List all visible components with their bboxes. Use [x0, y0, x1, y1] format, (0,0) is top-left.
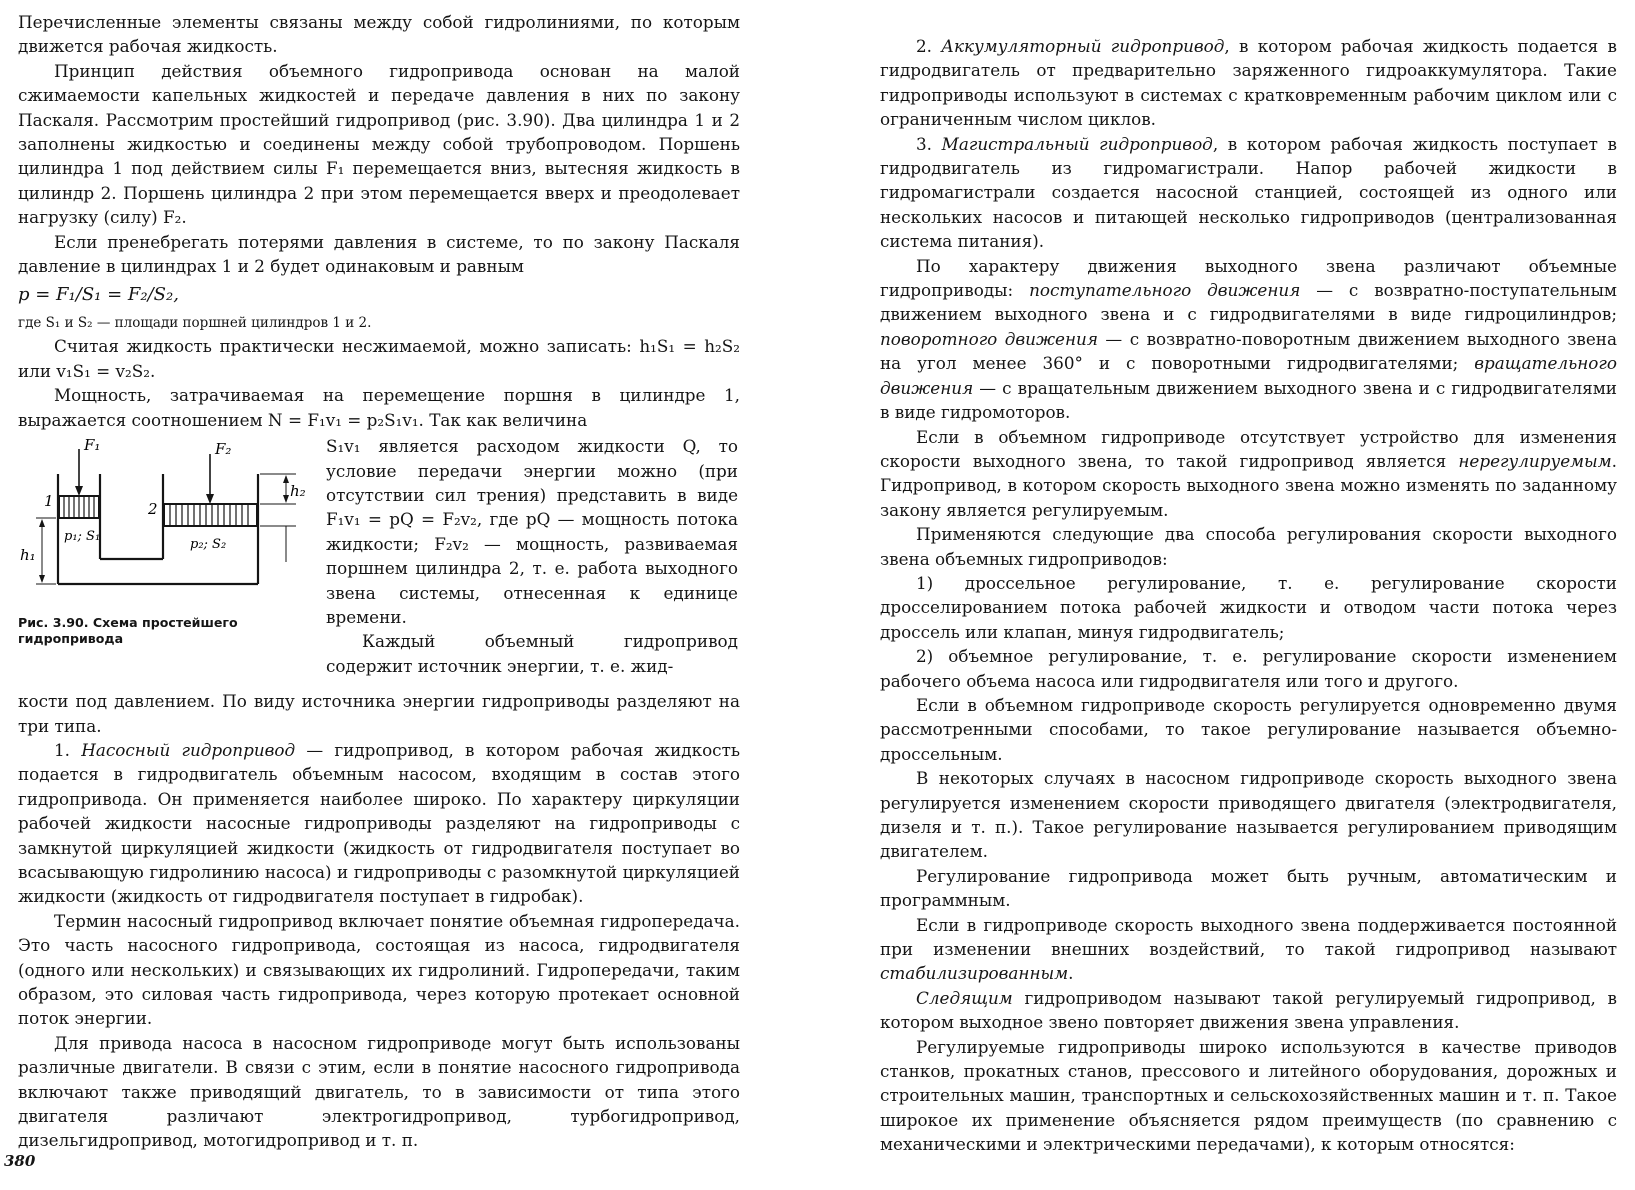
paragraph: Применяются следующие два способа регулирования скорости выходного звена объемных гидроприводов: — [880, 524, 1617, 569]
paragraph: Если пренебрегать потерями давления в системе, то по закону Паскаля давление в цилиндрах 1 и 2 будет одинаковым и равным — [18, 231, 740, 277]
label-cylinder-2: 2 — [148, 500, 158, 519]
term: Аккумуляторный гидропривод — [941, 36, 1225, 56]
paragraph-text: Если в объемном гидроприводе отсутствует устройство для изменения скорости выходного звена, то такой гидропривод является — [880, 426, 1617, 471]
term: поворотного движения — [880, 328, 1098, 349]
page-number: 380 — [4, 1152, 36, 1170]
paragraph: В некоторых случаях в насосном гидроприводе скорость выходного звена регулируется изменением скорости приводящего двигателя (электродвигателя, дизеля и т. п.). Такое регулирование называется регулированием приводящим двигателем. — [880, 768, 1617, 862]
figure-block — [18, 434, 740, 689]
paragraph-text: . — [1068, 963, 1074, 984]
paragraph-text: По характеру движения выходного звена различают объемные гидроприводы: — [880, 255, 1617, 301]
paragraph-text: — гидропривод, в котором рабочая жидкость подается в гидродвигатель объемным насосом, входящим в состав этого гидропривода. Он применяется наиболее широко. По характеру циркуляции рабочей жидкости насосные гидроприводы разделяют на гидроприводы с замкнутой циркуляцией жидкости (жидкость от гидродвигателя поступает во всасывающую гидролинию насоса) и гидроприводы с разомкнутой циркуляцией жидкости (жидкость от гидродвигателя поступает в гидробак). — [18, 739, 740, 907]
paragraph: Принцип действия объемного гидропривода основан на малой сжимаемости капельных жидкостей и передаче давления в них по закону Паскаля. Рассмотрим простейший гидропривод (рис. 3.90). Два цилиндра 1 и 2 заполнены жидкостью и соединены между собой трубопроводом. Поршень цилиндра 1 под действием силы F₁ перемещается вниз, вытесняя жидкость в цилиндр 2. Поршень цилиндра 2 при этом перемещается вверх и преодолевает нагрузку (силу) F₂. — [18, 60, 740, 228]
term: Насосный гидропривод — [81, 739, 296, 760]
right-page — [880, 0, 1635, 1190]
paragraph-text: — с возвратно-поступательным движением выходного звена и с гидродвигателями в виде гидроцилиндров; — [880, 280, 1617, 325]
paragraph-text: . Гидропривод, в котором скорость выходного звена можно изменять по заданному закону является регулируемым. — [880, 450, 1617, 520]
paragraph — [880, 986, 1617, 1035]
term: стабилизированным — [880, 963, 1069, 984]
paragraph-text: , в котором рабочая жидкость поступает в гидродвигатель из гидромагистрали. Напор рабочей жидкости в гидромагистрали создается насосной станцией, состоящей из одного или нескольких насосов и питающей несколько гидроприводов (централизованная система питания). — [880, 133, 1617, 252]
label-h2: h₂ — [290, 482, 306, 501]
side-text-column — [326, 434, 738, 678]
paragraph-text: гидроприводом называют такой регулируемый гидропривод, в котором выходное звено повторяет движения звена управления. — [880, 987, 1617, 1033]
left-page — [0, 0, 760, 1190]
paragraph: Термин насосный гидропривод включает понятие объемная гидропередача. Это часть насосного гидропривода, состоящая из насоса, гидродвигателя (одного или нескольких) и связывающих их гидролиний. Гидропередачи, таким образом, это силовая часть гидропривода, через которую протекает основной поток энергии. — [18, 910, 740, 1029]
paragraph: Если в объемном гидроприводе скорость регулируется одновременно двумя рассмотренными способами, то такое регулирование называется объемно-дроссельным. — [880, 694, 1617, 764]
paragraph — [880, 254, 1617, 425]
label-f1: F₁ — [84, 436, 101, 455]
term: нерегулируемым — [1458, 450, 1612, 471]
hydraulic-scheme-diagram — [18, 434, 308, 609]
paragraph — [880, 132, 1617, 254]
paragraph-text: , в котором рабочая жидкость подается в гидродвигатель от предварительно заряженного гидроаккумулятора. Такие гидроприводы используют в системах с кратковременным рабочим циклом или с ограниченным числом циклов. — [880, 36, 1617, 130]
term: поступательного движения — [1029, 280, 1301, 301]
paragraph — [880, 425, 1617, 523]
paragraph-text: — с вращательным движением выходного звена и с гидродвигателями в виде гидромоторов. — [880, 377, 1617, 423]
paragraph: Каждый объемный гидропривод содержит источник энергии, т. е. жид- — [326, 631, 738, 676]
paragraph-text: Если в гидроприводе скорость выходного звена поддерживается постоянной при изменении внешних воздействий, то такой гидропривод называют — [880, 914, 1617, 960]
label-p1-s1: p₁; S₁ — [64, 529, 101, 545]
paragraph — [880, 34, 1617, 132]
list-number: 1. — [54, 739, 71, 760]
paragraph: Для привода насоса в насосном гидроприводе могут быть использованы различные двигатели. В связи с этим, если в понятие насосного гидропривода включают также приводящий двигатель, то в зависимости от типа этого двигателя различают электрогидропривод, турбогидропривод, дизельгидропривод, мотогидропривод и т. п. — [18, 1032, 740, 1151]
label-p2-s2: p₂; S₂ — [190, 537, 227, 553]
paragraph: Считая жидкость практически несжимаемой, можно записать: h₁S₁ = h₂S₂ или v₁S₁ = v₂S₂. — [18, 336, 740, 381]
term: Следящим — [916, 987, 1013, 1008]
term: Магистральный гидропривод — [941, 133, 1213, 154]
paragraph: Перечисленные элементы связаны между собой гидролиниями, по которым движется рабочая жидкость. — [18, 12, 740, 57]
figure-caption: Рис. 3.90. Схема простейшего гидропривода — [18, 615, 238, 647]
figure — [18, 434, 318, 647]
list-number: 2. — [916, 36, 933, 56]
paragraph: Мощность, затрачиваемая на перемещение поршня в цилиндре 1, выражается соотношением N = F₁v₁ = p₂S₁v₁. Так как величина — [18, 385, 740, 430]
list-item: 2) объемное регулирование, т. е. регулирование скорости изменением рабочего объема насоса или гидродвигателя или того и другого. — [880, 646, 1617, 691]
formula-note: где S₁ и S₂ — площади поршней цилиндров 1 и 2. — [18, 315, 372, 332]
paragraph: Регулирование гидропривода может быть ручным, автоматическим и программным. — [880, 865, 1617, 911]
paragraph-text: — с возвратно-поворотным движением выходного звена на угол менее 360° и с поворотными гидродвигателями; — [880, 328, 1617, 374]
term: вращательного движения — [880, 353, 1617, 398]
paragraph — [880, 913, 1617, 986]
label-cylinder-1: 1 — [44, 492, 54, 511]
paragraph — [18, 738, 740, 909]
paragraph: кости под давлением. По виду источника энергии гидроприводы разделяют на три типа. — [18, 691, 740, 736]
label-h1: h₁ — [20, 546, 36, 565]
paragraph: S₁v₁ является расходом жидкости Q, то условие передачи энергии можно (при отсутствии сил трения) представить в виде F₁v₁ = pQ = F₂v₂, где pQ — мощность потока жидкости; F₂v₂ — мощность, развиваемая поршнем цилиндра 2, т. е. работа выходного звена системы, отнесенная к единице времени. — [326, 436, 738, 627]
label-f2: F₂ — [215, 440, 232, 459]
paragraph: Регулируемые гидроприводы широко используются в качестве приводов станков, прокатных станов, прессового и литейного оборудования, дорожных и строительных машин, транспортных и сельскохозяйственных машин и т. п. Такое широкое их применение объясняется рядом преимуществ (по сравнению с механическими и электрическими передачами), к которым относятся: — [880, 1036, 1617, 1155]
list-item: 1) дроссельное регулирование, т. е. регулирование скорости дросселированием потока рабочей жидкости и отводом части потока через дроссель или клапан, минуя гидродвигатель; — [880, 572, 1617, 642]
formula: p = F₁/S₁ = F₂/S₂, — [18, 284, 179, 306]
list-number: 3. — [916, 133, 933, 154]
